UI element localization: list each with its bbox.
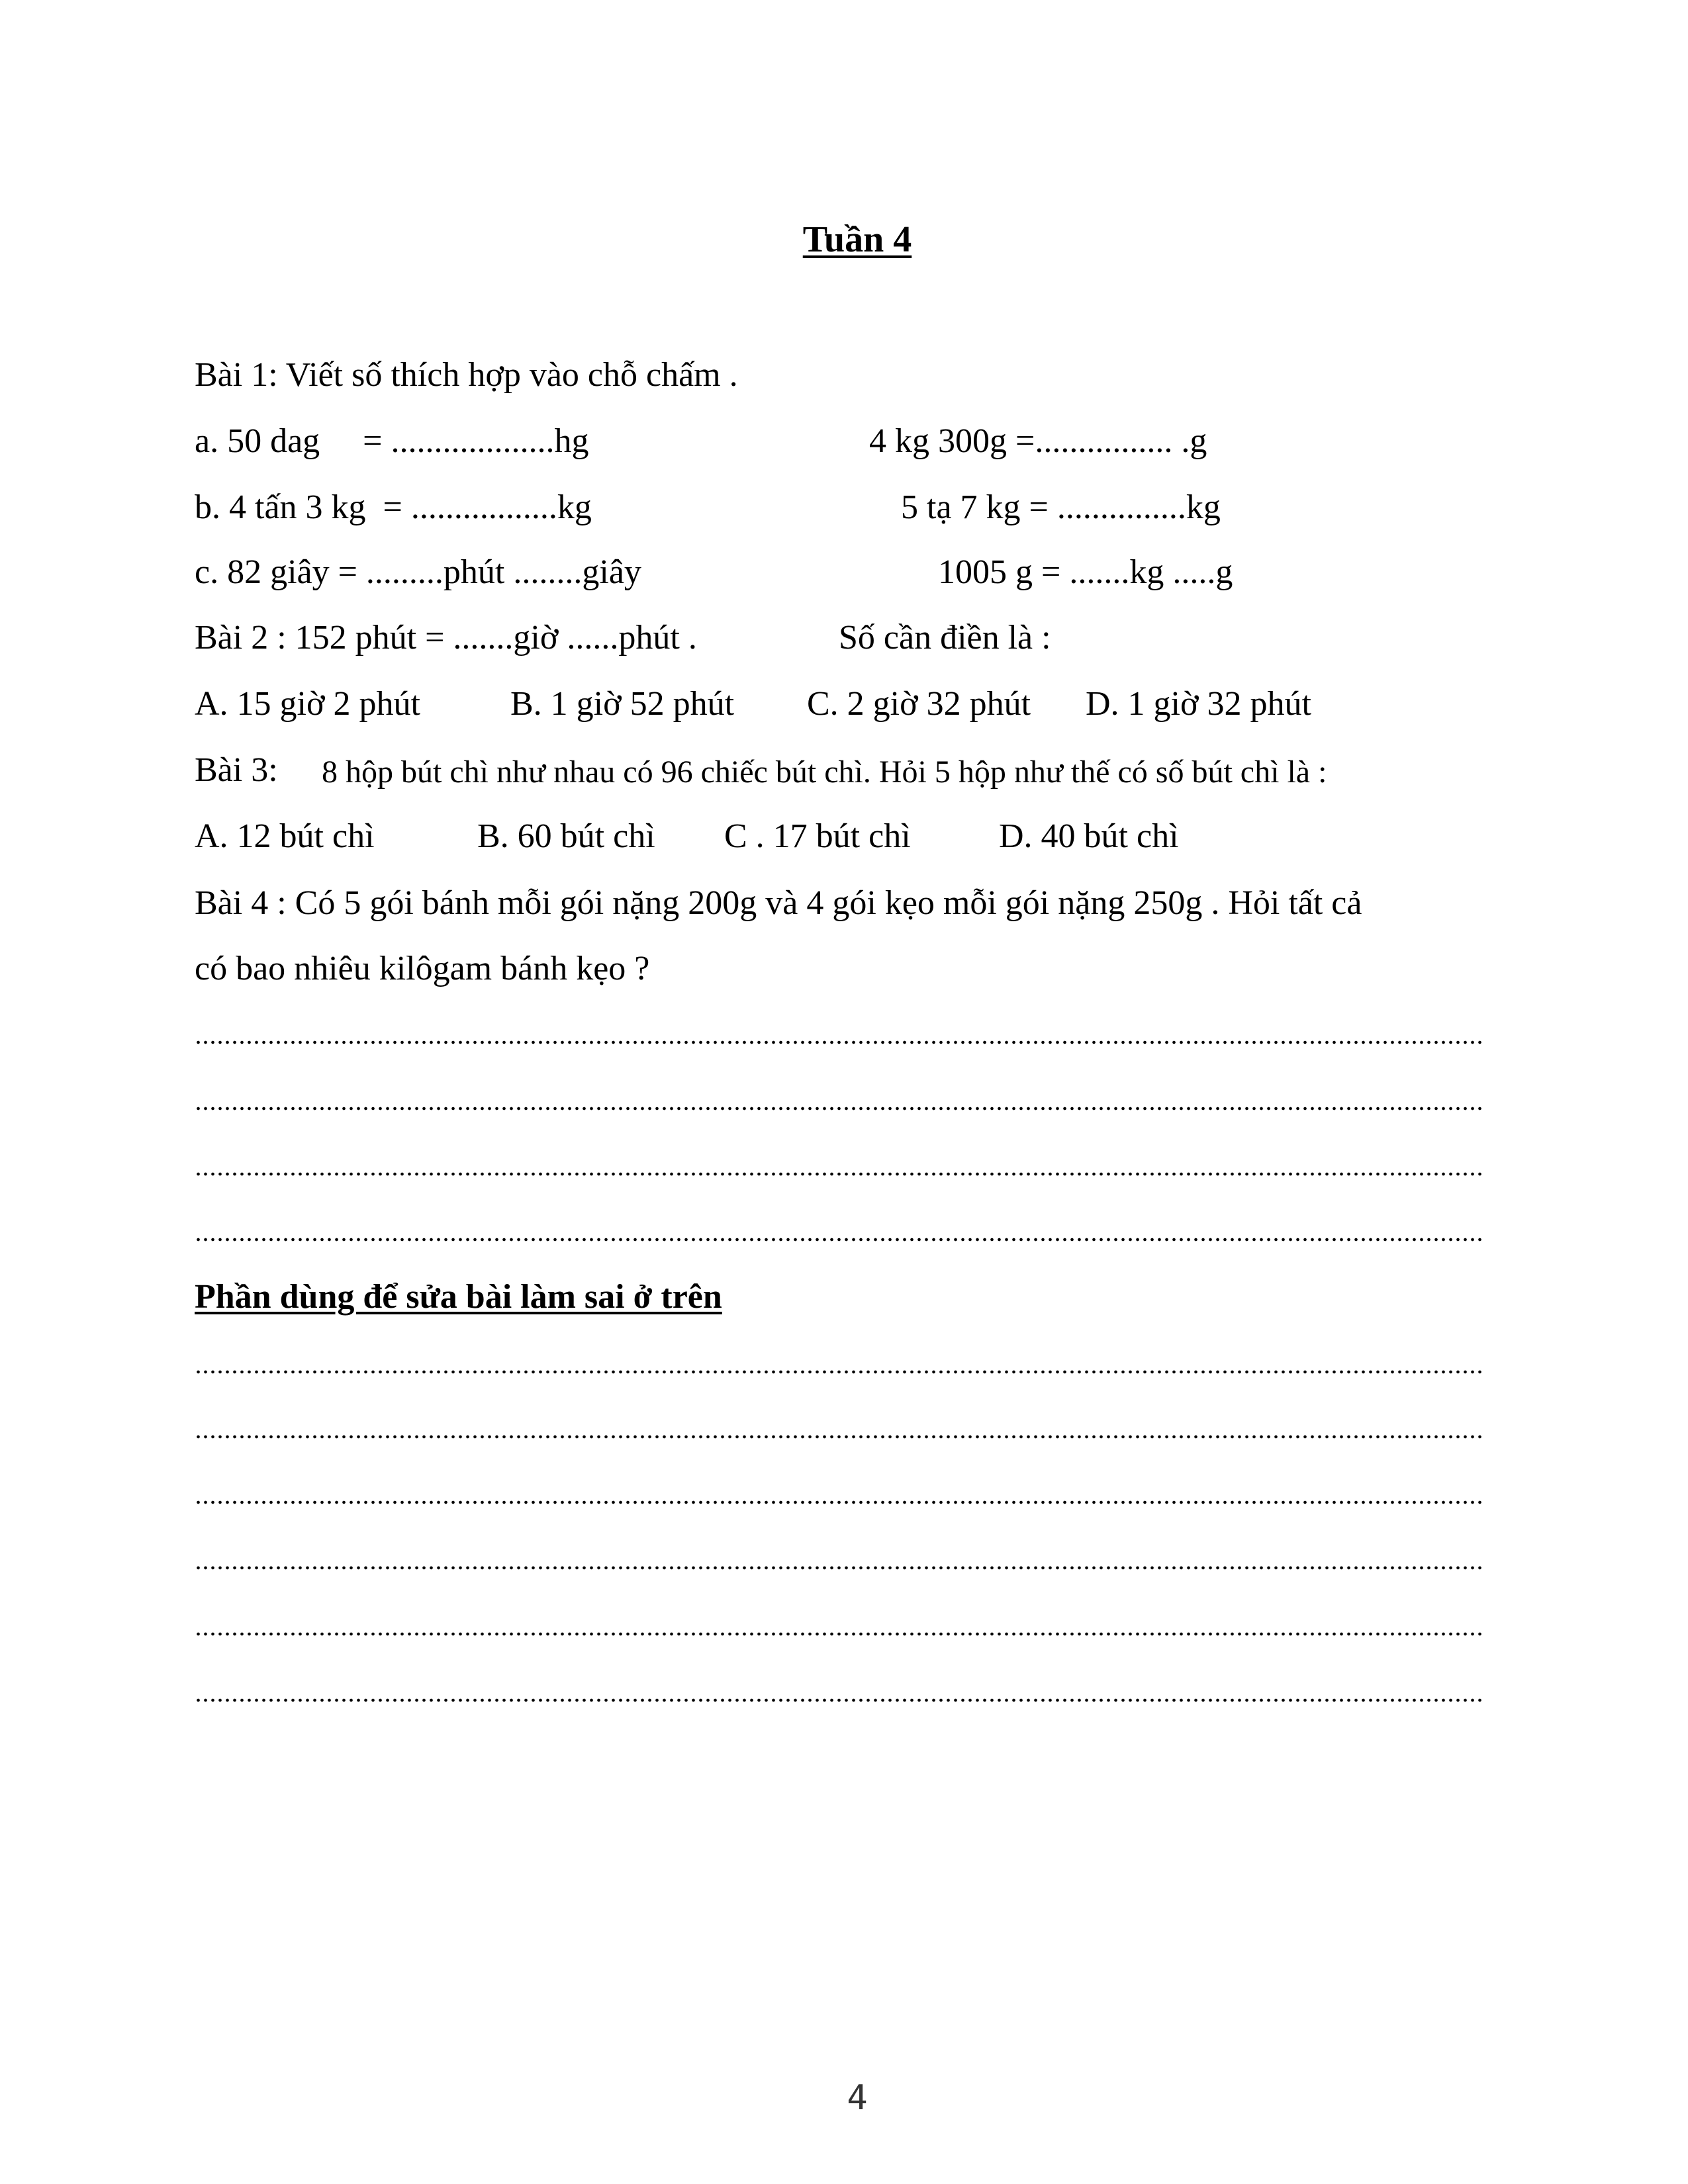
answer-line xyxy=(195,1238,1484,1242)
answer-line xyxy=(195,1172,1484,1176)
bai2-option-d: D. 1 giờ 32 phút xyxy=(1086,685,1311,723)
correction-line xyxy=(195,1435,1484,1439)
bai2-option-b: B. 1 giờ 52 phút xyxy=(510,685,735,723)
bai1-row-a-right: 4 kg 300g =................ .g xyxy=(869,422,1207,460)
bai2-option-a: A. 15 giờ 2 phút xyxy=(195,685,420,723)
bai4-line-2: có bao nhiêu kilôgam bánh kẹo ? xyxy=(195,950,650,987)
bai3-question: 8 hộp bút chì như nhau có 96 chiếc bút chì. Hỏi 5 hộp như thế có số bút chì là : xyxy=(322,754,1327,790)
correction-line xyxy=(195,1632,1484,1636)
bai1-row-c-right: 1005 g = .......kg .....g xyxy=(938,553,1233,591)
answer-line xyxy=(195,1107,1484,1111)
correction-line xyxy=(195,1698,1484,1702)
bai2-prompt: Số cần điền là : xyxy=(839,619,1051,657)
correction-line xyxy=(195,1370,1484,1374)
correction-heading: Phần dùng để sửa bài làm sai ở trên xyxy=(195,1278,722,1316)
bai3-option-b: B. 60 bút chì xyxy=(477,817,655,855)
page-title: Tuần 4 xyxy=(802,219,912,260)
bai1-row-a-left: a. 50 dag = ...................hg xyxy=(195,422,589,460)
bai3-option-d: D. 40 bút chì xyxy=(999,817,1179,855)
bai4-line-1: Bài 4 : Có 5 gói bánh mỗi gói nặng 200g và 4 gói kẹo mỗi gói nặng 250g . Hỏi tất cả xyxy=(195,884,1362,922)
bai2-question: Bài 2 : 152 phút = .......giờ ......phút . xyxy=(195,619,697,657)
bai1-row-c-left: c. 82 giây = .........phút ........giây xyxy=(195,553,641,591)
correction-line xyxy=(195,1566,1484,1570)
correction-line xyxy=(195,1500,1484,1504)
bai3-option-a: A. 12 bút chì xyxy=(195,817,375,855)
bai1-row-b-right: 5 tạ 7 kg = ...............kg xyxy=(901,488,1221,526)
bai1-heading: Bài 1: Viết số thích hợp vào chỗ chấm . xyxy=(195,356,738,394)
answer-line xyxy=(195,1040,1484,1044)
bai1-row-b-left: b. 4 tấn 3 kg = .................kg xyxy=(195,488,592,526)
page-number: 4 xyxy=(847,2078,868,2118)
bai3-label: Bài 3: xyxy=(195,751,278,789)
bai3-option-c: C . 17 bút chì xyxy=(724,817,911,855)
bai2-option-c: C. 2 giờ 32 phút xyxy=(807,685,1031,723)
